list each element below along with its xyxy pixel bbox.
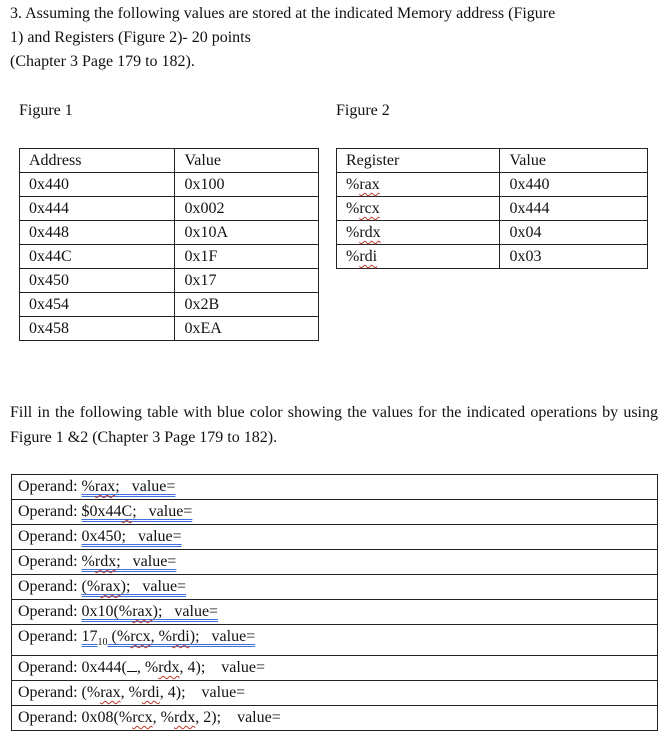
operand-label: Operand: (18, 503, 82, 520)
value-cell: 0x440 (500, 173, 648, 197)
register-token: rax (100, 684, 121, 702)
instructions-text: Fill in the following table with blue color showing the values for the indicated operations by using Figure 1 &2 (Chapter 3 Page 179 to 182). (10, 404, 658, 446)
question-line-2: 1) and Registers (Figure 2)- 20 points (10, 29, 251, 46)
value-cell: 0x17 (175, 269, 319, 293)
operand-cell (12, 550, 658, 575)
operand-text: 0x450; (81, 528, 126, 545)
address-cell: 0x44C (20, 245, 175, 269)
register-token: C (121, 503, 133, 520)
value-label: value= (131, 478, 176, 495)
register-token: rax (100, 578, 121, 595)
value-cell: 0xEA (175, 317, 319, 341)
operand-cell (12, 600, 658, 625)
operand-gap (130, 578, 142, 595)
operand-gap (186, 684, 202, 701)
operand-gap (121, 553, 133, 570)
table-header-row (337, 149, 648, 173)
operand-text: (% (81, 684, 101, 702)
register-cell: %rdx (337, 221, 500, 245)
table-row (337, 197, 648, 221)
operand-row (12, 706, 658, 731)
operand-label: Operand: (18, 528, 82, 545)
operand-gap (205, 659, 221, 676)
register-token: rdi (141, 684, 160, 702)
operand-text: 17 (81, 628, 98, 645)
header-cell: Value (175, 149, 319, 173)
question-line-3: (Chapter 3 Page 179 to 182). (10, 53, 195, 70)
table-row (20, 197, 319, 221)
value-cell: 0x444 (500, 197, 648, 221)
table-row (337, 245, 648, 269)
operand-cell (12, 656, 658, 681)
header-cell: Address (20, 149, 175, 173)
operand-expression (81, 628, 200, 649)
operand-text: % (81, 553, 95, 570)
register-token: rax (94, 478, 116, 495)
operand-cell (12, 500, 658, 525)
operand-text: ); (189, 628, 200, 645)
address-cell: 0x440 (20, 173, 175, 197)
operand-text: ; (132, 503, 137, 520)
value-label: value= (137, 528, 182, 545)
operand-label: Operand: (18, 628, 82, 645)
operand-expression (82, 578, 131, 595)
value-cell: 0x1F (175, 245, 319, 269)
value-label: value= (237, 709, 281, 727)
operand-text: % (81, 478, 95, 495)
operand-cell (12, 625, 658, 656)
table-row (20, 173, 319, 197)
operand-gap (120, 478, 132, 495)
value-cell: 0x10A (175, 221, 319, 245)
register-cell: %rcx (337, 197, 500, 221)
operand-row (12, 525, 658, 550)
operand-cell (12, 575, 658, 600)
address-cell: 0x448 (20, 221, 175, 245)
register-token: rcx (130, 628, 151, 645)
register-name: rax (359, 176, 380, 193)
figure1-table (19, 148, 319, 341)
register-token: rdi (171, 628, 190, 645)
operand-cell (12, 525, 658, 550)
value-label: value= (221, 659, 265, 677)
operand-expression (82, 528, 126, 545)
operand-text: ); (152, 603, 163, 620)
address-cell: 0x450 (20, 269, 175, 293)
value-cell: 0x100 (175, 173, 319, 197)
register-token: rdx (158, 659, 180, 677)
blank-slot (127, 657, 137, 672)
value-cell: 0x2B (175, 293, 319, 317)
register-name: rdx (359, 224, 381, 241)
value-label: value= (142, 578, 187, 595)
register-name: rdi (359, 248, 378, 265)
address-cell: 0x454 (20, 293, 175, 317)
figure2-table (336, 148, 648, 269)
operand-row (12, 550, 658, 575)
value-cell: 0x002 (175, 197, 319, 221)
register-token: rcx (132, 709, 153, 727)
operand-text: , 2); (195, 709, 222, 727)
register-cell: %rax (337, 173, 500, 197)
operand-text: 0x08(% (81, 709, 133, 727)
operand-cell (12, 475, 658, 500)
value-label: value= (132, 553, 177, 570)
operand-text: $0x44 (81, 503, 122, 520)
operand-row (12, 475, 658, 500)
register-token: rax (132, 603, 153, 620)
operand-text: ; (115, 478, 120, 495)
operand-cell (12, 681, 658, 706)
operand-expression (82, 709, 222, 726)
operand-text: (% (81, 578, 101, 595)
address-cell: 0x444 (20, 197, 175, 221)
operand-expression (82, 684, 186, 701)
table-row (337, 173, 648, 197)
value-label: value= (174, 603, 219, 620)
operand-expression (82, 503, 137, 520)
address-cell: 0x458 (20, 317, 175, 341)
operand-row (12, 625, 658, 656)
operand-row (12, 656, 658, 681)
table-row (20, 317, 319, 341)
register-token: rdx (94, 553, 117, 570)
question-text (10, 2, 555, 74)
operand-text: , % (120, 684, 142, 702)
value-cell: 0x04 (500, 221, 648, 245)
table-row (20, 293, 319, 317)
operand-row (12, 681, 658, 706)
operand-expression (82, 659, 206, 676)
operand-gap (126, 528, 138, 545)
operand-expression (82, 603, 163, 620)
operand-row (12, 500, 658, 525)
operand-text: 0x444( (81, 659, 127, 677)
operand-label: Operand: (18, 553, 82, 570)
operands-table (11, 474, 658, 731)
register-name: rcx (359, 200, 380, 217)
operand-text: ); (120, 578, 131, 595)
operand-text: 0x10(% (81, 603, 133, 620)
operand-gap (200, 628, 212, 645)
table-row (20, 269, 319, 293)
register-cell: %rdi (337, 245, 500, 269)
table-row (337, 221, 648, 245)
operand-row (12, 575, 658, 600)
operand-gap (162, 603, 174, 620)
table-row (20, 221, 319, 245)
register-token: rdx (173, 709, 196, 727)
operand-label: Operand: (18, 578, 82, 595)
question-line-1: 3. Assuming the following values are stored at the indicated Memory address (Figure (10, 5, 556, 22)
value-cell: 0x03 (500, 245, 648, 269)
operand-text: (% (107, 628, 131, 645)
operand-text: , % (150, 628, 172, 645)
operand-row (12, 600, 658, 625)
operand-text: , 4); (159, 684, 186, 702)
operand-expression (82, 478, 120, 495)
operand-cell (12, 706, 658, 731)
operand-label: Operand: (18, 603, 82, 620)
operand-gap (221, 709, 237, 726)
operand-label: Operand: (18, 684, 82, 702)
value-label: value= (201, 684, 246, 702)
value-label: value= (148, 503, 193, 520)
operand-expression (82, 553, 121, 570)
operand-label: Operand: (18, 659, 82, 677)
header-cell: Register (337, 149, 500, 173)
operand-label: Operand: (18, 709, 82, 727)
operand-text: , % (136, 659, 159, 677)
operand-text: , % (152, 709, 174, 727)
operand-text: ; (116, 553, 121, 570)
value-label: value= (211, 628, 256, 645)
operand-label: Operand: (18, 478, 82, 495)
header-cell: Value (500, 149, 648, 173)
figure2-title: Figure 2 (336, 102, 390, 119)
table-row (20, 245, 319, 269)
table-header-row (20, 149, 319, 173)
base-subscript: 10 (97, 637, 108, 649)
operand-text: , 4); (179, 659, 206, 677)
figure1-title: Figure 1 (19, 102, 73, 119)
operand-gap (137, 503, 149, 520)
